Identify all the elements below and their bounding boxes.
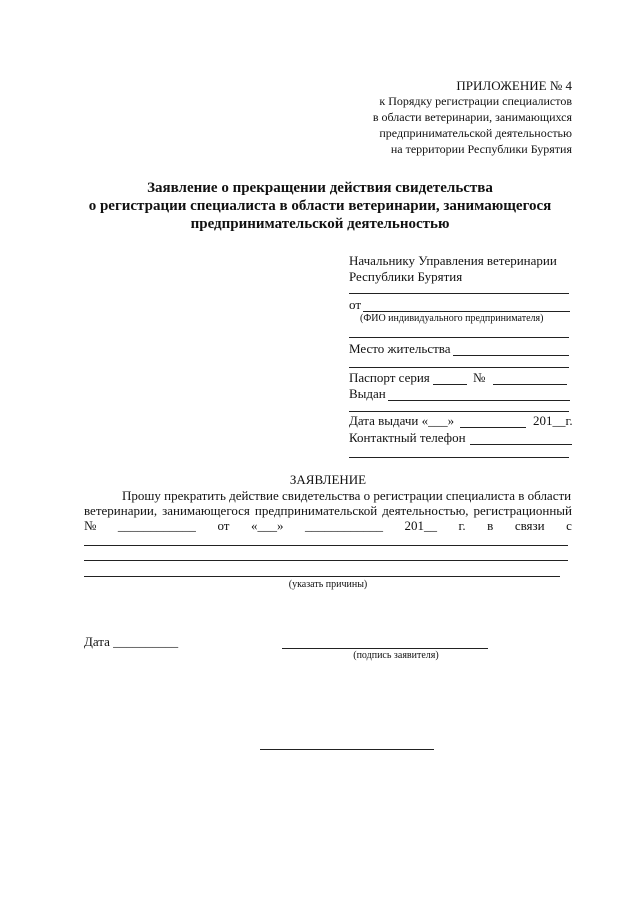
passport-series-label: Паспорт серия xyxy=(349,370,430,385)
blank-line xyxy=(349,293,569,294)
appendix-line: предпринимательской деятельностью xyxy=(379,126,572,140)
blank-line xyxy=(349,367,569,368)
statement-word: г. xyxy=(458,518,466,533)
statement-word: в xyxy=(487,518,494,533)
issue-date-field xyxy=(460,427,526,428)
statement-word: ____________ xyxy=(117,518,196,533)
heading-line: Заявление о прекращении действия свидетельства xyxy=(147,180,493,196)
statement-line xyxy=(84,503,572,519)
blank-line xyxy=(349,337,569,338)
signature-hint: (подпись заявителя) xyxy=(353,650,439,661)
appendix-title: ПРИЛОЖЕНИЕ № 4 xyxy=(456,78,572,93)
statement-word: от xyxy=(217,518,230,533)
statement-word: с xyxy=(566,518,572,533)
signature-field xyxy=(282,648,488,649)
reason-field xyxy=(84,560,568,561)
residence-field xyxy=(453,355,569,356)
phone-field xyxy=(470,444,572,445)
statement-word: «___» xyxy=(250,518,284,533)
blank-line xyxy=(349,457,569,458)
heading-line: предпринимательской деятельностью xyxy=(190,216,450,232)
fio-field xyxy=(363,311,570,312)
heading-line: о регистрации специалиста в области ветеринарии, занимающегося xyxy=(88,198,552,214)
passport-number-field xyxy=(493,384,567,385)
statement-word: ветеринарии, xyxy=(84,503,158,518)
appendix-line: на территории Республики Бурятия xyxy=(390,142,572,156)
statement-line xyxy=(84,518,572,534)
passport-series-field xyxy=(433,384,467,385)
reason-hint: (указать причины) xyxy=(288,579,368,590)
blank-line xyxy=(349,411,569,412)
statement-word: деятельностью, xyxy=(382,503,469,518)
statement-title: ЗАЯВЛЕНИЕ xyxy=(289,472,367,487)
reason-field xyxy=(84,576,560,577)
addressee-line: Республики Бурятия xyxy=(349,269,463,284)
passport-number-label: № xyxy=(473,370,486,385)
date-label: Дата __________ xyxy=(84,634,179,649)
statement-word: занимающегося xyxy=(162,503,250,518)
fio-hint: (ФИО индивидуального предпринимателя) xyxy=(360,313,544,324)
statement-word: связи xyxy=(514,518,545,533)
reason-field xyxy=(84,545,568,546)
appendix-line: в области ветеринарии, занимающихся xyxy=(372,110,572,124)
addressee-line: Начальнику Управления ветеринарии xyxy=(349,253,557,268)
statement-word: регистрационный xyxy=(473,503,572,518)
issue-date-label: Дата выдачи «___» xyxy=(349,413,455,428)
statement-word: предпринимательской xyxy=(254,503,378,518)
issued-field xyxy=(388,400,570,401)
residence-label: Место жительства xyxy=(349,341,451,356)
issue-year-label: 201__г. xyxy=(533,413,573,428)
statement-word: 201__ xyxy=(404,518,437,533)
statement-word: № xyxy=(84,518,97,533)
issued-label: Выдан xyxy=(349,386,386,401)
appendix-line: к Порядку регистрации специалистов xyxy=(379,94,572,108)
from-label: от xyxy=(349,297,362,312)
bottom-line xyxy=(260,749,434,750)
phone-label: Контактный телефон xyxy=(349,430,466,445)
statement-word: ____________ xyxy=(304,518,383,533)
statement-line: Прошу прекратить действие свидетельства о регистрации специалиста в области xyxy=(122,488,572,503)
